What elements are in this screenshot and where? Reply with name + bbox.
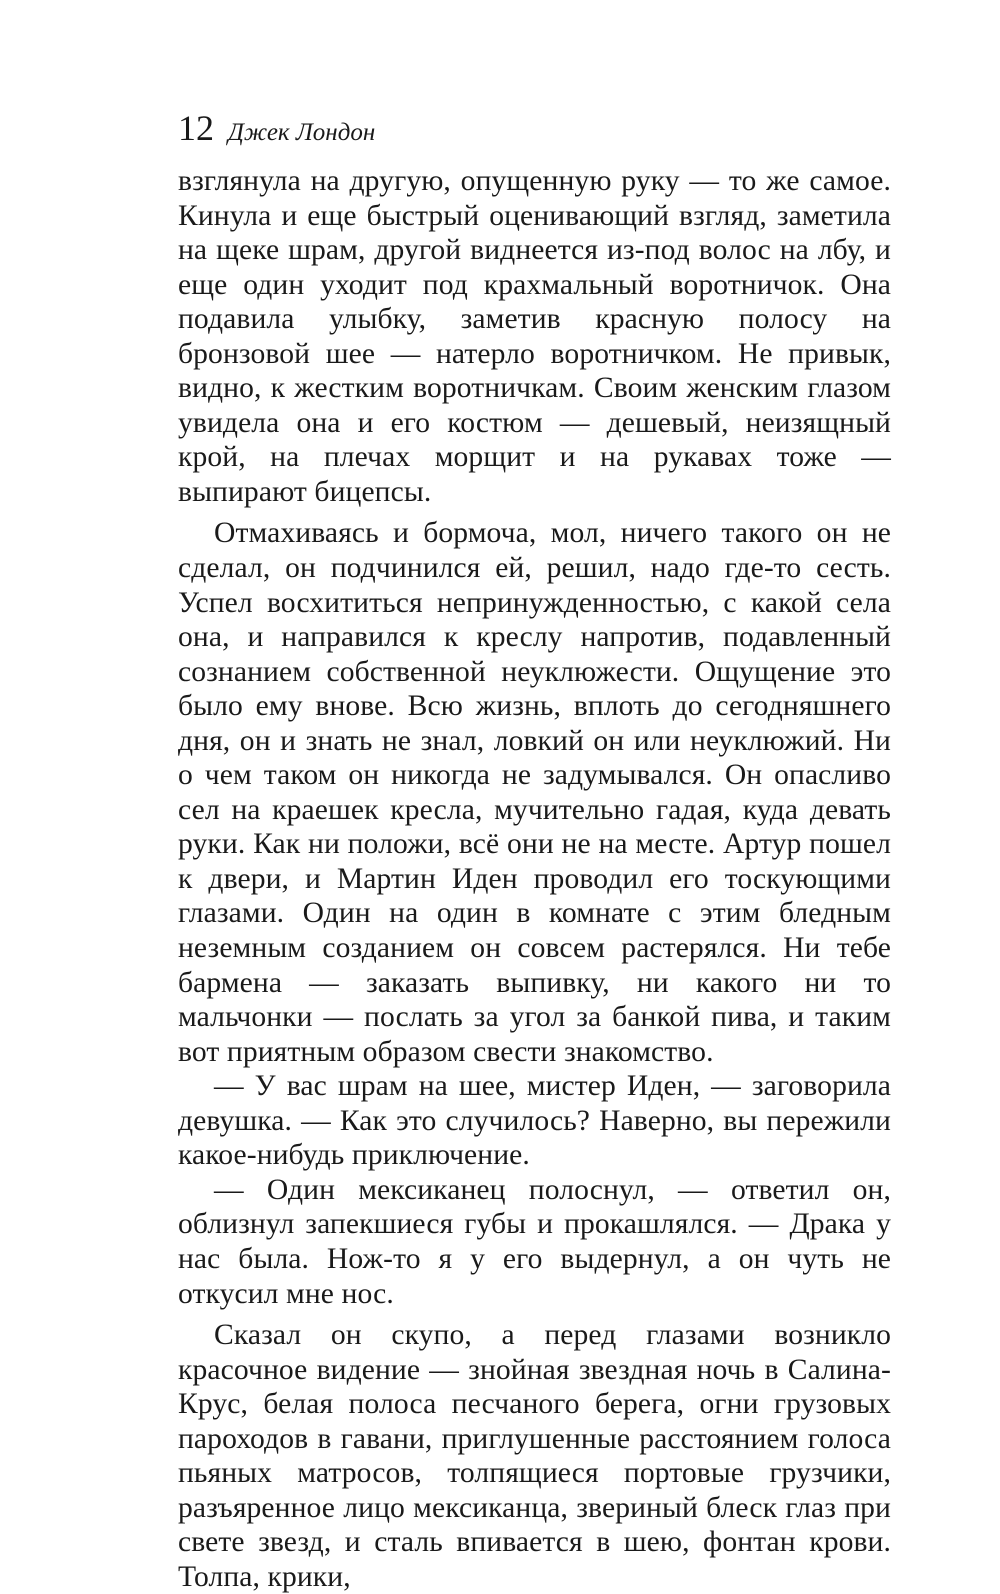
running-header: [178, 104, 375, 152]
paragraph: Отмахиваясь и бормоча, мол, ничего такого он не сделал, он подчинился ей, решил, надо где-то сесть. Успел восхититься непринужденностью, с какой села она, и направился к креслу напротив, подавленный сознанием собственной неуклюжести. Ощущение это было ему внове. Всю жизнь, вплоть до сегодняшнего дня, он и знать не знал, ловкий он или неуклюжий. Ни о чем таком он никогда не задумывался. Он опасливо сел на краешек кресла, мучительно гадая, куда девать руки. Как ни положи, всё они не на месте. Артур пошел к двери, и Мартин Иден проводил его тоскующими глазами. Один на один в комнате с этим бледным неземным созданием он совсем растерялся. Ни тебе бармена — заказать выпивку, ни какого ни то мальчонки — послать за угол за банкой пива, и таким вот приятным образом свести знакомство.: [178, 517, 891, 1068]
paragraph: взглянула на другую, опущенную руку — то же самое. Кинула и еще быстрый оценивающий взгляд, заметила на щеке шрам, другой виднеется из-под волос на лбу, и еще один уходит под крахмальный воротничок. Она подавила улыбку, заметив красную полосу на бронзовой шее — натерло воротничком. Не привык, видно, к жестким воротничкам. Своим женским глазом увидела она и его костюм — дешевый, неизящный крой, на плечах морщит и на рукавах тоже — выпирают бицепсы.: [178, 165, 891, 508]
running-title: Джек Лондон: [228, 119, 376, 146]
paragraph: — Один мексиканец полоснул, — ответил он, облизнул запекшиеся губы и прокашлялся. — Драка у нас была. Нож-то я у его выдернул, а он чуть не откусил мне нос.: [178, 1173, 891, 1310]
page-number: 12: [178, 108, 214, 148]
paragraph: Сказал он скупо, а перед глазами возникло красочное видение — знойная звездная ночь в Салина-Крус, белая полоса песчаного берега, огни грузовых пароходов в гавани, приглушенные расстоянием голоса пьяных матросов, толпящиеся портовые грузчики, разъяренное лицо мексиканца, звериный блеск глаз при свете звезд, и сталь впивается в шею, фонтан крови. Толпа, крики,: [178, 1319, 891, 1593]
body-text: [178, 164, 891, 1594]
paragraph: — У вас шрам на шее, мистер Иден, — заговорила девушка. — Как это случилось? Наверно, вы пережили какое-нибудь приключение.: [178, 1070, 891, 1172]
